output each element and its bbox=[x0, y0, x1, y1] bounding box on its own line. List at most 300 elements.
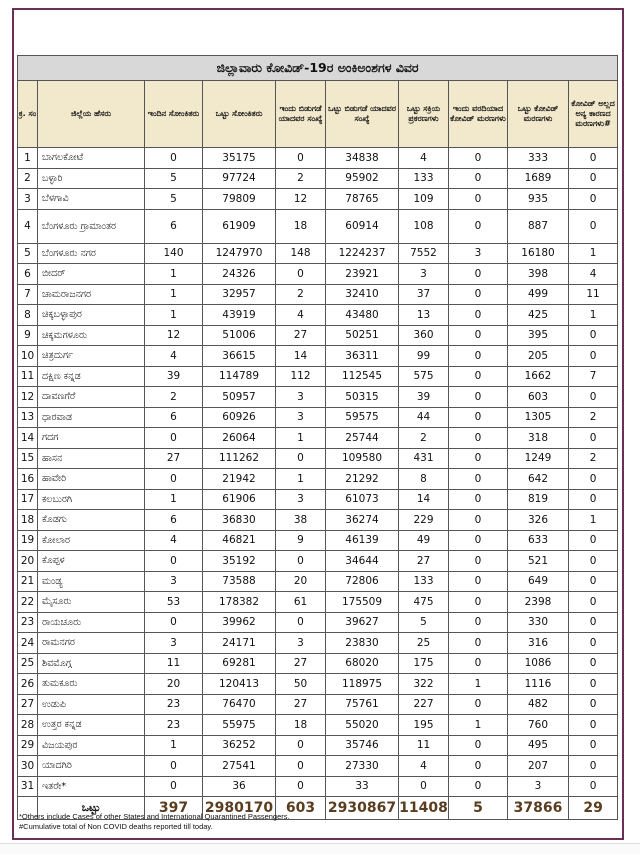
col-today-discharged-cell: 18 bbox=[276, 715, 326, 736]
col-total-deaths-cell: 819 bbox=[508, 489, 569, 510]
col-total-deaths-cell: 482 bbox=[508, 694, 569, 715]
col-today-cases-cell: 4 bbox=[145, 530, 203, 551]
col-total-deaths-cell: 887 bbox=[508, 209, 569, 243]
table-row bbox=[18, 756, 618, 777]
col-total-discharged-cell: 78765 bbox=[326, 189, 399, 210]
col-today-cases-cell: 0 bbox=[145, 469, 203, 490]
col-today-deaths-cell: 0 bbox=[449, 428, 508, 449]
col-total-cases-cell: 51006 bbox=[203, 325, 276, 346]
col-non-covid-deaths-cell: 0 bbox=[569, 469, 618, 490]
col-total-discharged-cell: 59575 bbox=[326, 407, 399, 428]
col-active-cases-cell: 2 bbox=[399, 428, 449, 449]
col-total-cases-cell: 76470 bbox=[203, 694, 276, 715]
col-today-discharged-cell: 0 bbox=[276, 551, 326, 572]
col-today-cases-cell: 1 bbox=[145, 305, 203, 326]
col-today-deaths-cell: 0 bbox=[449, 653, 508, 674]
col-total-deaths-cell: 326 bbox=[508, 510, 569, 531]
col-district-cell: ಹಾಸನ bbox=[38, 448, 145, 469]
col-total-discharged-cell: 112545 bbox=[326, 366, 399, 387]
col-active-cases-cell: 175 bbox=[399, 653, 449, 674]
col-district-cell: ತುಮಕೂರು bbox=[38, 674, 145, 695]
table-row bbox=[18, 551, 618, 572]
col-today-cases-cell: 140 bbox=[145, 243, 203, 264]
col-total-deaths-cell: 1249 bbox=[508, 448, 569, 469]
col-total-discharged-cell: 39627 bbox=[326, 612, 399, 633]
col-total-deaths-cell: 316 bbox=[508, 633, 569, 654]
col-total-cases-cell: 50957 bbox=[203, 387, 276, 408]
col-total-deaths-cell: 1116 bbox=[508, 674, 569, 695]
col-total-deaths-cell: 3 bbox=[508, 776, 569, 797]
col-today-deaths-cell: 0 bbox=[449, 592, 508, 613]
col-today-discharged-cell: 9 bbox=[276, 530, 326, 551]
total-value: 29 bbox=[569, 797, 618, 820]
col-serial-cell: 16 bbox=[18, 469, 38, 490]
col-today-cases-cell: 20 bbox=[145, 674, 203, 695]
col-non-covid-deaths-cell: 0 bbox=[569, 189, 618, 210]
col-today-cases-cell: 1 bbox=[145, 284, 203, 305]
col-active-cases-cell: 3 bbox=[399, 264, 449, 285]
table-row bbox=[18, 612, 618, 633]
col-today-discharged-cell: 50 bbox=[276, 674, 326, 695]
col-district-cell: ಬಳ್ಳಾರಿ bbox=[38, 168, 145, 189]
col-non-covid-deaths-cell: 0 bbox=[569, 489, 618, 510]
col-total-deaths-cell: 1305 bbox=[508, 407, 569, 428]
table-title: ಜಿಲ್ಲಾವಾರು ಕೋವಿಡ್-19ರ ಅಂಕಿಅಂಶಗಳ ವಿವರ bbox=[18, 56, 618, 81]
col-today-discharged-cell: 27 bbox=[276, 325, 326, 346]
col-total-discharged-cell: 27330 bbox=[326, 756, 399, 777]
col-today-discharged-cell: 0 bbox=[276, 735, 326, 756]
col-today-deaths-cell: 0 bbox=[449, 168, 508, 189]
col-serial-cell: 2 bbox=[18, 168, 38, 189]
col-total-discharged-cell: 175509 bbox=[326, 592, 399, 613]
table-row bbox=[18, 776, 618, 797]
col-total-discharged-cell: 75761 bbox=[326, 694, 399, 715]
col-total-discharged-cell: 32410 bbox=[326, 284, 399, 305]
col-today-cases-cell: 0 bbox=[145, 428, 203, 449]
col-today-cases-cell: 11 bbox=[145, 653, 203, 674]
table-row bbox=[18, 735, 618, 756]
col-active-cases-cell: 39 bbox=[399, 387, 449, 408]
col-district-cell: ಶಿವಮೊಗ್ಗ bbox=[38, 653, 145, 674]
col-active-cases-cell: 475 bbox=[399, 592, 449, 613]
col-non-covid-deaths-cell: 0 bbox=[569, 756, 618, 777]
total-value: 5 bbox=[449, 797, 508, 820]
col-active-cases-cell: 133 bbox=[399, 168, 449, 189]
col-district-cell: ದಕ್ಷಿಣ ಕನ್ನಡ bbox=[38, 366, 145, 387]
col-today-deaths-cell: 0 bbox=[449, 735, 508, 756]
col-serial-header: ಕ್ರ. ಸಂ bbox=[18, 81, 38, 148]
col-total-cases-cell: 178382 bbox=[203, 592, 276, 613]
col-non-covid-deaths-cell: 0 bbox=[569, 530, 618, 551]
col-total-cases-cell: 32957 bbox=[203, 284, 276, 305]
col-total-deaths-header: ಒಟ್ಟು ಕೋವಿಡ್ ಮರಣಗಳು bbox=[508, 81, 569, 148]
col-total-deaths-cell: 649 bbox=[508, 571, 569, 592]
col-today-deaths-cell: 0 bbox=[449, 551, 508, 572]
col-district-cell: ಉಡುಪಿ bbox=[38, 694, 145, 715]
col-today-discharged-cell: 61 bbox=[276, 592, 326, 613]
col-total-deaths-cell: 398 bbox=[508, 264, 569, 285]
col-today-discharged-cell: 3 bbox=[276, 489, 326, 510]
col-total-cases-cell: 24171 bbox=[203, 633, 276, 654]
col-today-cases-cell: 0 bbox=[145, 756, 203, 777]
table-row bbox=[18, 530, 618, 551]
col-total-discharged-cell: 46139 bbox=[326, 530, 399, 551]
col-non-covid-deaths-cell: 0 bbox=[569, 735, 618, 756]
col-total-cases-cell: 39962 bbox=[203, 612, 276, 633]
col-active-cases-cell: 4 bbox=[399, 756, 449, 777]
col-district-cell: ಧಾರವಾಡ bbox=[38, 407, 145, 428]
col-total-cases-cell: 60926 bbox=[203, 407, 276, 428]
covid-district-table bbox=[17, 55, 618, 820]
col-serial-cell: 25 bbox=[18, 653, 38, 674]
col-today-discharged-cell: 0 bbox=[276, 448, 326, 469]
col-serial-cell: 21 bbox=[18, 571, 38, 592]
col-today-cases-cell: 53 bbox=[145, 592, 203, 613]
table-row bbox=[18, 633, 618, 654]
col-today-deaths-cell: 0 bbox=[449, 571, 508, 592]
col-non-covid-deaths-cell: 0 bbox=[569, 551, 618, 572]
table-row bbox=[18, 325, 618, 346]
col-today-deaths-cell: 0 bbox=[449, 530, 508, 551]
col-serial-cell: 14 bbox=[18, 428, 38, 449]
table-row bbox=[18, 209, 618, 243]
col-active-cases-cell: 227 bbox=[399, 694, 449, 715]
col-active-cases-cell: 195 bbox=[399, 715, 449, 736]
col-non-covid-deaths-cell: 0 bbox=[569, 612, 618, 633]
col-total-discharged-cell: 72806 bbox=[326, 571, 399, 592]
col-non-covid-deaths-cell: 0 bbox=[569, 209, 618, 243]
col-non-covid-deaths-cell: 0 bbox=[569, 325, 618, 346]
total-value: 2980170 bbox=[203, 797, 276, 820]
col-non-covid-deaths-cell: 0 bbox=[569, 715, 618, 736]
col-active-cases-cell: 108 bbox=[399, 209, 449, 243]
col-total-deaths-cell: 207 bbox=[508, 756, 569, 777]
col-today-deaths-cell: 0 bbox=[449, 448, 508, 469]
col-non-covid-deaths-cell: 0 bbox=[569, 428, 618, 449]
col-today-deaths-cell: 0 bbox=[449, 776, 508, 797]
col-today-deaths-cell: 0 bbox=[449, 633, 508, 654]
col-total-deaths-cell: 521 bbox=[508, 551, 569, 572]
col-today-discharged-cell: 0 bbox=[276, 612, 326, 633]
col-non-covid-deaths-cell: 0 bbox=[569, 168, 618, 189]
col-serial-cell: 3 bbox=[18, 189, 38, 210]
col-total-deaths-cell: 1086 bbox=[508, 653, 569, 674]
col-today-cases-cell: 23 bbox=[145, 715, 203, 736]
col-today-deaths-cell: 0 bbox=[449, 407, 508, 428]
col-active-cases-cell: 99 bbox=[399, 346, 449, 367]
col-district-cell: ಇತರೇ* bbox=[38, 776, 145, 797]
total-value: 397 bbox=[145, 797, 203, 820]
col-active-cases-cell: 7552 bbox=[399, 243, 449, 264]
col-total-discharged-cell: 68020 bbox=[326, 653, 399, 674]
col-today-discharged-cell: 0 bbox=[276, 776, 326, 797]
col-total-discharged-cell: 118975 bbox=[326, 674, 399, 695]
col-total-cases-cell: 1247970 bbox=[203, 243, 276, 264]
col-today-cases-cell: 27 bbox=[145, 448, 203, 469]
table-row bbox=[18, 592, 618, 613]
col-total-discharged-cell: 109580 bbox=[326, 448, 399, 469]
col-total-discharged-cell: 35746 bbox=[326, 735, 399, 756]
col-total-deaths-cell: 642 bbox=[508, 469, 569, 490]
col-total-discharged-cell: 55020 bbox=[326, 715, 399, 736]
col-today-discharged-header: ಇಂದು ಬಿಡುಗಡೆ ಯಾದವರ ಸಂಖ್ಯೆ bbox=[276, 81, 326, 148]
col-today-discharged-cell: 27 bbox=[276, 694, 326, 715]
table-row bbox=[18, 168, 618, 189]
col-today-deaths-cell: 0 bbox=[449, 148, 508, 169]
col-total-deaths-cell: 205 bbox=[508, 346, 569, 367]
col-total-cases-cell: 55975 bbox=[203, 715, 276, 736]
col-today-discharged-cell: 3 bbox=[276, 633, 326, 654]
col-today-deaths-cell: 0 bbox=[449, 756, 508, 777]
col-serial-cell: 22 bbox=[18, 592, 38, 613]
col-district-cell: ಕಲಬುರಗಿ bbox=[38, 489, 145, 510]
col-total-discharged-cell: 34838 bbox=[326, 148, 399, 169]
col-today-cases-cell: 23 bbox=[145, 694, 203, 715]
col-total-discharged-cell: 60914 bbox=[326, 209, 399, 243]
col-today-discharged-cell: 20 bbox=[276, 571, 326, 592]
col-active-cases-cell: 27 bbox=[399, 551, 449, 572]
col-active-cases-cell: 229 bbox=[399, 510, 449, 531]
col-today-deaths-header: ಇಂದು ವರದಿಯಾದ ಕೋವಿಡ್ ಮರಣಗಳು bbox=[449, 81, 508, 148]
col-today-deaths-cell: 0 bbox=[449, 469, 508, 490]
col-serial-cell: 15 bbox=[18, 448, 38, 469]
col-district-cell: ಮಂಡ್ಯ bbox=[38, 571, 145, 592]
col-serial-cell: 6 bbox=[18, 264, 38, 285]
col-serial-cell: 7 bbox=[18, 284, 38, 305]
col-serial-cell: 11 bbox=[18, 366, 38, 387]
col-total-discharged-header: ಒಟ್ಟು ಬಿಡುಗಡೆ ಯಾದವರ ಸಂಖ್ಯೆ bbox=[326, 81, 399, 148]
col-serial-cell: 26 bbox=[18, 674, 38, 695]
col-total-cases-cell: 61906 bbox=[203, 489, 276, 510]
col-district-cell: ಹಾವೇರಿ bbox=[38, 469, 145, 490]
col-serial-cell: 29 bbox=[18, 735, 38, 756]
table-row bbox=[18, 366, 618, 387]
col-total-deaths-cell: 333 bbox=[508, 148, 569, 169]
col-total-cases-cell: 97724 bbox=[203, 168, 276, 189]
col-non-covid-deaths-cell: 0 bbox=[569, 776, 618, 797]
table-row bbox=[18, 189, 618, 210]
col-total-cases-cell: 43919 bbox=[203, 305, 276, 326]
col-active-cases-cell: 14 bbox=[399, 489, 449, 510]
col-active-cases-cell: 109 bbox=[399, 189, 449, 210]
bottom-strip bbox=[0, 843, 640, 854]
col-district-cell: ರಾಮನಗರ bbox=[38, 633, 145, 654]
col-total-cases-cell: 120413 bbox=[203, 674, 276, 695]
total-value: 603 bbox=[276, 797, 326, 820]
col-today-discharged-cell: 3 bbox=[276, 407, 326, 428]
col-total-deaths-cell: 633 bbox=[508, 530, 569, 551]
col-total-cases-cell: 114789 bbox=[203, 366, 276, 387]
col-today-discharged-cell: 18 bbox=[276, 209, 326, 243]
col-district-cell: ಬೆಳಗಾವಿ bbox=[38, 189, 145, 210]
col-non-covid-deaths-cell: 0 bbox=[569, 571, 618, 592]
col-total-cases-cell: 21942 bbox=[203, 469, 276, 490]
col-non-covid-deaths-cell: 1 bbox=[569, 305, 618, 326]
col-today-deaths-cell: 0 bbox=[449, 489, 508, 510]
table-body bbox=[18, 148, 618, 797]
col-today-cases-cell: 12 bbox=[145, 325, 203, 346]
col-total-cases-cell: 36252 bbox=[203, 735, 276, 756]
column-header-row bbox=[18, 81, 618, 148]
col-today-cases-cell: 5 bbox=[145, 168, 203, 189]
col-total-cases-cell: 69281 bbox=[203, 653, 276, 674]
col-district-cell: ಬೆಂಗಳೂರು ನಗರ bbox=[38, 243, 145, 264]
col-district-cell: ಬಾಗಲಕೋಟೆ bbox=[38, 148, 145, 169]
table-row bbox=[18, 653, 618, 674]
col-non-covid-deaths-cell: 4 bbox=[569, 264, 618, 285]
table-row bbox=[18, 428, 618, 449]
table-row bbox=[18, 694, 618, 715]
col-today-cases-cell: 6 bbox=[145, 209, 203, 243]
col-serial-cell: 8 bbox=[18, 305, 38, 326]
col-active-cases-cell: 322 bbox=[399, 674, 449, 695]
col-today-cases-cell: 1 bbox=[145, 735, 203, 756]
col-serial-cell: 12 bbox=[18, 387, 38, 408]
table-row bbox=[18, 284, 618, 305]
col-today-deaths-cell: 0 bbox=[449, 305, 508, 326]
col-total-discharged-cell: 23830 bbox=[326, 633, 399, 654]
col-district-cell: ಚಿಕ್ಕಬಳ್ಳಾಪುರ bbox=[38, 305, 145, 326]
col-total-discharged-cell: 43480 bbox=[326, 305, 399, 326]
col-active-cases-cell: 11 bbox=[399, 735, 449, 756]
col-active-cases-cell: 49 bbox=[399, 530, 449, 551]
col-today-discharged-cell: 0 bbox=[276, 148, 326, 169]
col-today-discharged-cell: 148 bbox=[276, 243, 326, 264]
col-total-cases-cell: 79809 bbox=[203, 189, 276, 210]
col-today-deaths-cell: 0 bbox=[449, 189, 508, 210]
total-value: 37866 bbox=[508, 797, 569, 820]
table-row bbox=[18, 407, 618, 428]
col-active-cases-cell: 44 bbox=[399, 407, 449, 428]
col-today-cases-cell: 3 bbox=[145, 633, 203, 654]
table-row bbox=[18, 674, 618, 695]
col-today-deaths-cell: 0 bbox=[449, 284, 508, 305]
col-non-covid-deaths-cell: 0 bbox=[569, 633, 618, 654]
col-active-cases-cell: 133 bbox=[399, 571, 449, 592]
col-today-cases-cell: 0 bbox=[145, 551, 203, 572]
col-total-deaths-cell: 495 bbox=[508, 735, 569, 756]
col-serial-cell: 5 bbox=[18, 243, 38, 264]
col-total-deaths-cell: 330 bbox=[508, 612, 569, 633]
col-active-cases-cell: 575 bbox=[399, 366, 449, 387]
col-today-discharged-cell: 38 bbox=[276, 510, 326, 531]
col-serial-cell: 30 bbox=[18, 756, 38, 777]
col-total-cases-cell: 36615 bbox=[203, 346, 276, 367]
table-row bbox=[18, 305, 618, 326]
col-total-cases-cell: 36830 bbox=[203, 510, 276, 531]
col-today-discharged-cell: 2 bbox=[276, 284, 326, 305]
col-today-deaths-cell: 0 bbox=[449, 387, 508, 408]
col-active-cases-cell: 13 bbox=[399, 305, 449, 326]
col-district-cell: ದಾವಣಗೆರೆ bbox=[38, 387, 145, 408]
col-today-deaths-cell: 0 bbox=[449, 325, 508, 346]
col-total-discharged-cell: 25744 bbox=[326, 428, 399, 449]
col-active-cases-cell: 25 bbox=[399, 633, 449, 654]
col-today-cases-cell: 1 bbox=[145, 489, 203, 510]
col-active-cases-cell: 5 bbox=[399, 612, 449, 633]
col-active-cases-cell: 431 bbox=[399, 448, 449, 469]
col-total-deaths-cell: 603 bbox=[508, 387, 569, 408]
col-today-discharged-cell: 0 bbox=[276, 756, 326, 777]
col-district-header: ಜಿಲ್ಲೆಯ ಹೆಸರು bbox=[38, 81, 145, 148]
total-value: 11408 bbox=[399, 797, 449, 820]
footnote-non-covid: #Cumulative total of Non COVID deaths reported till today. bbox=[19, 822, 213, 831]
col-serial-cell: 18 bbox=[18, 510, 38, 531]
col-today-deaths-cell: 0 bbox=[449, 346, 508, 367]
col-non-covid-deaths-cell: 0 bbox=[569, 592, 618, 613]
col-total-deaths-cell: 760 bbox=[508, 715, 569, 736]
col-today-discharged-cell: 27 bbox=[276, 653, 326, 674]
col-total-discharged-cell: 36311 bbox=[326, 346, 399, 367]
col-serial-cell: 27 bbox=[18, 694, 38, 715]
col-active-cases-cell: 37 bbox=[399, 284, 449, 305]
col-today-deaths-cell: 0 bbox=[449, 694, 508, 715]
col-today-discharged-cell: 3 bbox=[276, 387, 326, 408]
col-serial-cell: 10 bbox=[18, 346, 38, 367]
col-district-cell: ಉತ್ತರ ಕನ್ನಡ bbox=[38, 715, 145, 736]
col-active-cases-cell: 0 bbox=[399, 776, 449, 797]
col-today-discharged-cell: 112 bbox=[276, 366, 326, 387]
col-non-covid-deaths-cell: 0 bbox=[569, 694, 618, 715]
col-total-deaths-cell: 935 bbox=[508, 189, 569, 210]
col-district-cell: ವಿಜಯಪುರ bbox=[38, 735, 145, 756]
footnotes bbox=[19, 812, 609, 832]
col-non-covid-deaths-cell: 11 bbox=[569, 284, 618, 305]
col-today-cases-cell: 4 bbox=[145, 346, 203, 367]
col-total-deaths-cell: 499 bbox=[508, 284, 569, 305]
col-today-cases-cell: 5 bbox=[145, 189, 203, 210]
col-total-cases-cell: 61909 bbox=[203, 209, 276, 243]
col-total-cases-cell: 111262 bbox=[203, 448, 276, 469]
col-today-cases-cell: 39 bbox=[145, 366, 203, 387]
col-district-cell: ಚಿಕ್ಕಮಗಳೂರು bbox=[38, 325, 145, 346]
col-district-cell: ಯಾದಗಿರಿ bbox=[38, 756, 145, 777]
col-district-cell: ಚಿತ್ರದುರ್ಗ bbox=[38, 346, 145, 367]
col-total-discharged-cell: 34644 bbox=[326, 551, 399, 572]
table-row bbox=[18, 448, 618, 469]
col-today-discharged-cell: 12 bbox=[276, 189, 326, 210]
col-today-deaths-cell: 0 bbox=[449, 209, 508, 243]
col-today-discharged-cell: 14 bbox=[276, 346, 326, 367]
col-serial-cell: 13 bbox=[18, 407, 38, 428]
col-total-deaths-cell: 318 bbox=[508, 428, 569, 449]
col-district-cell: ಬೀದರ್ bbox=[38, 264, 145, 285]
col-total-cases-cell: 36 bbox=[203, 776, 276, 797]
col-today-deaths-cell: 0 bbox=[449, 264, 508, 285]
col-total-deaths-cell: 2398 bbox=[508, 592, 569, 613]
table-row bbox=[18, 346, 618, 367]
col-today-cases-cell: 6 bbox=[145, 510, 203, 531]
covid-table-container bbox=[17, 55, 617, 820]
col-today-cases-cell: 6 bbox=[145, 407, 203, 428]
col-today-discharged-cell: 4 bbox=[276, 305, 326, 326]
col-district-cell: ಮೈಸೂರು bbox=[38, 592, 145, 613]
col-today-deaths-cell: 0 bbox=[449, 612, 508, 633]
table-row bbox=[18, 469, 618, 490]
col-total-cases-cell: 26064 bbox=[203, 428, 276, 449]
col-non-covid-deaths-cell: 1 bbox=[569, 243, 618, 264]
col-total-cases-header: ಒಟ್ಟು ಸೋಂಕಿತರು bbox=[203, 81, 276, 148]
col-total-discharged-cell: 50251 bbox=[326, 325, 399, 346]
total-label: ಒಟ್ಟು bbox=[38, 797, 145, 820]
col-today-deaths-cell: 1 bbox=[449, 715, 508, 736]
col-active-cases-cell: 4 bbox=[399, 148, 449, 169]
table-row bbox=[18, 510, 618, 531]
table-row bbox=[18, 489, 618, 510]
col-non-covid-deaths-cell: 0 bbox=[569, 674, 618, 695]
col-district-cell: ಕೋಲಾರ bbox=[38, 530, 145, 551]
table-row bbox=[18, 148, 618, 169]
